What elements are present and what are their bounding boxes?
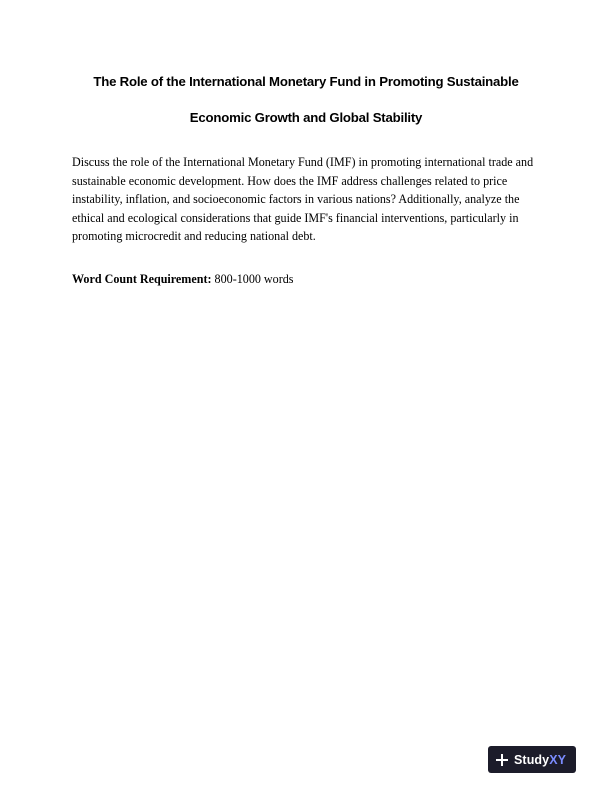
- brand-primary: Study: [514, 752, 550, 767]
- word-count-label: Word Count Requirement:: [72, 272, 212, 286]
- word-count-value: 800-1000 words: [211, 272, 294, 286]
- plus-icon: [496, 754, 508, 766]
- document-title-line-2: Economic Growth and Global Stability: [189, 110, 423, 125]
- word-count-requirement: [72, 272, 294, 287]
- assignment-prompt: Discuss the role of the International Monetary Fund (IMF) in promoting international trade and sustainable economic development. How does the IMF address challenges related to price instability, inflation, and socioeconomic factors in various nations? Additionally, analyze the ethical and ecological considerations that guide IMF's financial interventions, particularly in promoting microcredit and reducing national debt.: [72, 155, 534, 244]
- document-title-line-1: The Role of the International Monetary Fund in Promoting Sustainable: [93, 74, 519, 89]
- brand-accent: XY: [549, 752, 567, 767]
- studyxy-badge[interactable]: [488, 746, 576, 773]
- studyxy-logo-text: [514, 753, 566, 767]
